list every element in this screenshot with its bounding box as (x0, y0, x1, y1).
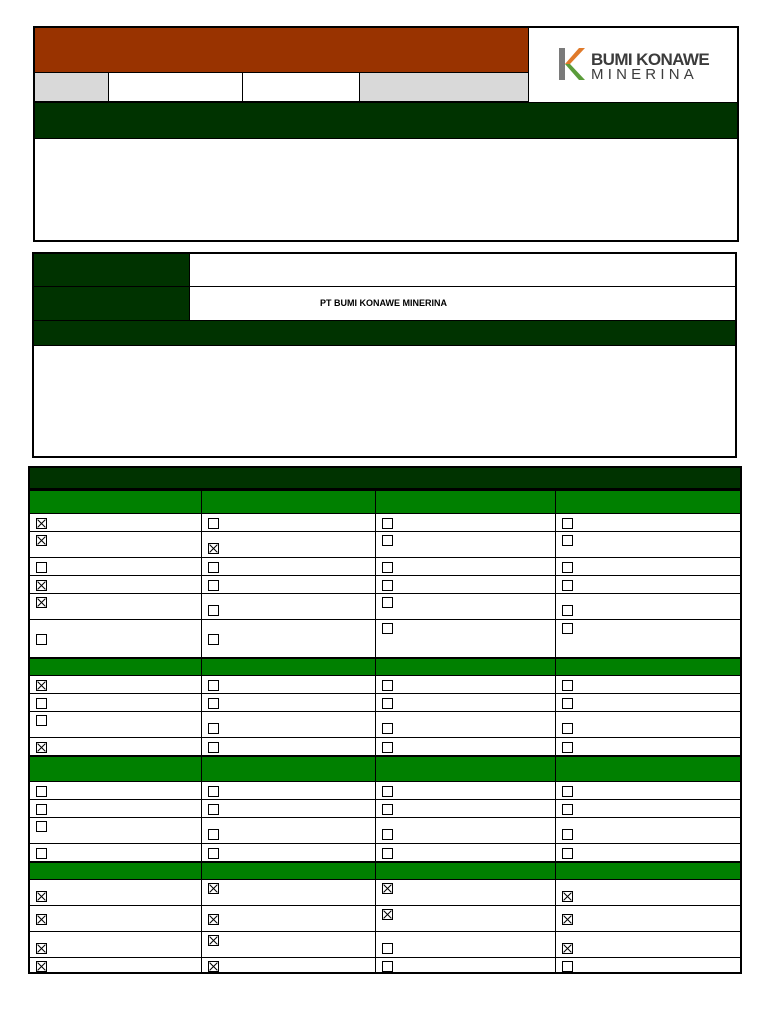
checklist-cell (556, 620, 740, 657)
checklist-cell (556, 818, 740, 843)
doc-meta-cell-2 (109, 73, 243, 102)
checklist-cell (376, 906, 556, 931)
checkbox[interactable] (208, 605, 219, 616)
checklist-grid (28, 490, 742, 974)
checklist-cell (376, 558, 556, 575)
checkbox[interactable] (382, 961, 393, 972)
company-logo (529, 28, 737, 102)
checklist-cell (30, 782, 202, 799)
checklist-cell (556, 712, 740, 737)
checkbox[interactable] (382, 562, 393, 573)
company-field[interactable] (189, 287, 735, 320)
section-header-cell (202, 659, 376, 675)
company-name: PT BUMI KONAWE MINERINA (320, 298, 447, 308)
checklist-cell (376, 576, 556, 593)
checklist-cell (202, 694, 376, 711)
checklist-cell (376, 594, 556, 619)
checkbox[interactable] (36, 804, 47, 815)
section-header-cell (202, 863, 376, 879)
checkbox[interactable] (208, 742, 219, 753)
checkbox[interactable] (382, 723, 393, 734)
checklist-cell (30, 514, 202, 531)
info-label-cell-2 (34, 287, 189, 320)
checklist-cell (376, 514, 556, 531)
checkbox[interactable] (562, 742, 573, 753)
checklist-row (30, 880, 740, 906)
checkbox[interactable] (562, 961, 573, 972)
section-header-bar (35, 102, 737, 139)
checkbox[interactable] (562, 698, 573, 709)
checked-checkbox[interactable] (208, 543, 219, 554)
checklist-cell (202, 594, 376, 619)
checklist-cell (202, 738, 376, 755)
info-block (32, 252, 737, 458)
checklist-cell (202, 558, 376, 575)
logo-wordmark-top: BUMI KONAWE (591, 50, 710, 69)
checkbox[interactable] (208, 680, 219, 691)
checkbox[interactable] (208, 848, 219, 859)
checklist-cell (556, 594, 740, 619)
checklist-cell (202, 800, 376, 817)
checklist-cell (376, 844, 556, 861)
checked-checkbox[interactable] (36, 518, 47, 529)
checklist-row (30, 576, 740, 594)
checklist-cell (30, 676, 202, 693)
checkbox[interactable] (382, 580, 393, 591)
checklist-cell (30, 532, 202, 557)
checklist-cell (376, 738, 556, 755)
checkbox[interactable] (382, 535, 393, 546)
checkbox[interactable] (36, 786, 47, 797)
checklist-cell (30, 620, 202, 657)
checkbox[interactable] (382, 848, 393, 859)
checkbox[interactable] (382, 597, 393, 608)
checklist-cell (202, 844, 376, 861)
logo-wordmark-bottom: MINERINA (591, 66, 698, 83)
checkbox[interactable] (562, 535, 573, 546)
checklist-cell (556, 932, 740, 957)
checkbox[interactable] (382, 943, 393, 954)
checklist-row (30, 594, 740, 620)
checked-checkbox[interactable] (36, 535, 47, 546)
info-value-field-1[interactable] (189, 254, 735, 287)
checked-checkbox[interactable] (208, 914, 219, 925)
checkbox[interactable] (36, 715, 47, 726)
checkbox[interactable] (562, 848, 573, 859)
checklist-cell (556, 514, 740, 531)
checklist-cell (202, 676, 376, 693)
checklist-cell (556, 958, 740, 974)
section-header-cell (202, 757, 376, 781)
checkbox[interactable] (208, 580, 219, 591)
checklist-cell (556, 558, 740, 575)
checkbox[interactable] (208, 698, 219, 709)
checklist-cell (202, 818, 376, 843)
doc-meta-cell-1 (35, 73, 109, 102)
checkbox[interactable] (208, 518, 219, 529)
info-label-cell-1 (34, 254, 189, 287)
checklist (28, 466, 742, 974)
checkbox[interactable] (208, 786, 219, 797)
checklist-cell (376, 782, 556, 799)
checklist-cell (556, 576, 740, 593)
checklist-cell (30, 594, 202, 619)
checklist-cell (30, 694, 202, 711)
checkbox[interactable] (562, 580, 573, 591)
checklist-row (30, 676, 740, 694)
form-header (33, 26, 739, 242)
checklist-cell (202, 906, 376, 931)
doc-meta-cell-3 (243, 73, 360, 102)
k-monogram-icon (557, 46, 587, 82)
section-header-cell (556, 863, 740, 879)
section-header-cell (30, 491, 202, 513)
section-header-cell (556, 757, 740, 781)
checked-checkbox[interactable] (208, 935, 219, 946)
checklist-row (30, 844, 740, 862)
checkbox[interactable] (562, 518, 573, 529)
section-header-cell (556, 491, 740, 513)
checked-checkbox[interactable] (382, 883, 393, 894)
checklist-cell (202, 532, 376, 557)
section-header-cell (30, 757, 202, 781)
checkbox[interactable] (562, 723, 573, 734)
checkbox[interactable] (36, 634, 47, 645)
checklist-cell (30, 932, 202, 957)
checkbox[interactable] (382, 742, 393, 753)
checklist-cell (376, 958, 556, 974)
checklist-cell (376, 932, 556, 957)
checked-checkbox[interactable] (208, 883, 219, 894)
checked-checkbox[interactable] (208, 961, 219, 972)
checked-checkbox[interactable] (36, 742, 47, 753)
checklist-cell (556, 738, 740, 755)
checklist-cell (556, 532, 740, 557)
checklist-cell (30, 712, 202, 737)
checklist-cell (30, 844, 202, 861)
checklist-row (30, 620, 740, 658)
checked-checkbox[interactable] (562, 943, 573, 954)
checklist-cell (556, 880, 740, 905)
checklist-cell (202, 880, 376, 905)
info-section-bar (34, 320, 735, 346)
checklist-row (30, 958, 740, 974)
checkbox[interactable] (562, 786, 573, 797)
checklist-cell (202, 620, 376, 657)
section-header-cell (376, 863, 556, 879)
checkbox[interactable] (36, 821, 47, 832)
checked-checkbox[interactable] (562, 891, 573, 902)
checkbox[interactable] (208, 562, 219, 573)
checklist-row (30, 738, 740, 756)
checklist-cell (376, 694, 556, 711)
checkbox[interactable] (562, 562, 573, 573)
checklist-cell (30, 558, 202, 575)
checklist-cell (376, 532, 556, 557)
checked-checkbox[interactable] (36, 891, 47, 902)
checklist-row (30, 712, 740, 738)
checkbox[interactable] (382, 698, 393, 709)
checkbox[interactable] (382, 804, 393, 815)
title-bar (35, 28, 529, 73)
checklist-cell (376, 620, 556, 657)
checked-checkbox[interactable] (562, 914, 573, 925)
section-header-cell (202, 491, 376, 513)
checklist-row (30, 782, 740, 800)
checkbox[interactable] (562, 680, 573, 691)
checklist-cell (556, 906, 740, 931)
doc-meta-cell-4 (360, 73, 529, 102)
checklist-cell (376, 880, 556, 905)
checklist-cell (30, 880, 202, 905)
checklist-row (30, 932, 740, 958)
section-header-cell (376, 757, 556, 781)
checklist-row (30, 800, 740, 818)
checklist-cell (202, 958, 376, 974)
checklist-section-header (30, 862, 740, 880)
checklist-cell (556, 676, 740, 693)
checklist-row (30, 558, 740, 576)
checkbox[interactable] (562, 605, 573, 616)
checked-checkbox[interactable] (382, 909, 393, 920)
checkbox[interactable] (382, 518, 393, 529)
checklist-cell (376, 800, 556, 817)
checklist-row (30, 514, 740, 532)
checklist-cell (30, 818, 202, 843)
checked-checkbox[interactable] (36, 914, 47, 925)
checklist-cell (376, 818, 556, 843)
checklist-cell (556, 800, 740, 817)
section-header-cell (376, 659, 556, 675)
checked-checkbox[interactable] (36, 943, 47, 954)
checklist-row (30, 906, 740, 932)
checkbox[interactable] (36, 698, 47, 709)
checkbox[interactable] (382, 623, 393, 634)
checklist-cell (30, 738, 202, 755)
checkbox[interactable] (208, 829, 219, 840)
checkbox[interactable] (36, 562, 47, 573)
checklist-cell (30, 906, 202, 931)
checklist-cell (556, 694, 740, 711)
checkbox[interactable] (562, 804, 573, 815)
checklist-cell (30, 958, 202, 974)
section-header-cell (376, 491, 556, 513)
checklist-cell (376, 712, 556, 737)
checkbox[interactable] (382, 680, 393, 691)
checklist-cell (202, 576, 376, 593)
checklist-cell (556, 782, 740, 799)
checklist-cell (202, 712, 376, 737)
checklist-cell (30, 800, 202, 817)
checklist-row (30, 818, 740, 844)
section-header-cell (556, 659, 740, 675)
checkbox[interactable] (208, 723, 219, 734)
checklist-row (30, 532, 740, 558)
checkbox[interactable] (382, 786, 393, 797)
checkbox[interactable] (562, 829, 573, 840)
section-header-cell (30, 863, 202, 879)
info-notes-area (34, 346, 735, 456)
checklist-cell (30, 576, 202, 593)
checklist-cell (202, 782, 376, 799)
checked-checkbox[interactable] (36, 580, 47, 591)
checklist-title-bar (28, 466, 742, 490)
checklist-cell (202, 932, 376, 957)
checkbox[interactable] (382, 829, 393, 840)
checked-checkbox[interactable] (36, 961, 47, 972)
checklist-cell (376, 676, 556, 693)
checklist-section-header (30, 658, 740, 676)
checklist-cell (556, 844, 740, 861)
checklist-section-header (30, 490, 740, 514)
description-area (35, 139, 737, 240)
checkbox[interactable] (36, 848, 47, 859)
checklist-cell (202, 514, 376, 531)
checkbox[interactable] (562, 623, 573, 634)
section-header-cell (30, 659, 202, 675)
checked-checkbox[interactable] (36, 680, 47, 691)
checkbox[interactable] (208, 634, 219, 645)
checkbox[interactable] (208, 804, 219, 815)
checked-checkbox[interactable] (36, 597, 47, 608)
checklist-row (30, 694, 740, 712)
checklist-section-header (30, 756, 740, 782)
